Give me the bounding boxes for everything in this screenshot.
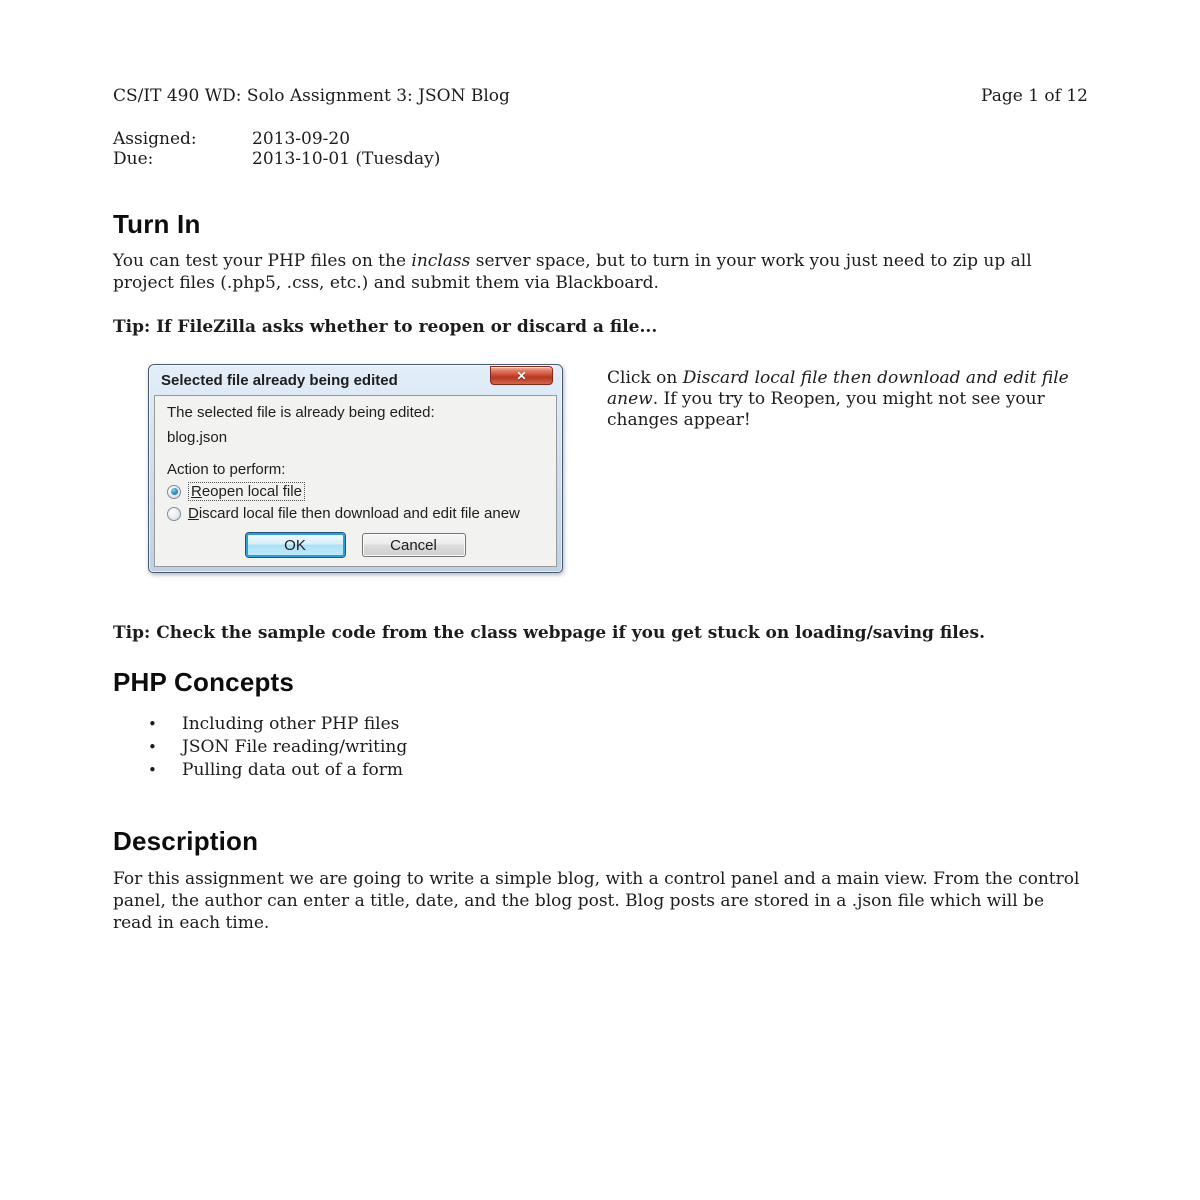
dialog-title: Selected file already being edited [161,371,398,389]
close-icon: ✕ [516,368,527,383]
radio-selected-dot [171,488,178,495]
callout-text-start: Click on [607,368,683,388]
dialog-titlebar [149,365,562,395]
filezilla-dialog-screenshot [148,364,563,573]
cancel-button: Cancel [362,533,466,557]
figure-row [148,364,1088,573]
document-title: CS/IT 490 WD: Solo Assignment 3: JSON Blog [113,86,510,106]
page-number: Page 1 of 12 [981,86,1088,106]
list-item-text: JSON File reading/writing [182,737,408,757]
reopen-accel-letter: R [191,483,202,500]
description-heading: Description [113,826,259,856]
list-item [148,759,1088,782]
page-header [113,86,1088,106]
tip-sample-code: Tip: Check the sample code from the class webpage if you get stuck on loading/saving files. [113,623,985,643]
assigned-label: Assigned: [113,129,197,149]
bullet-icon: • [148,715,157,733]
assigned-date: 2013-09-20 [252,129,351,149]
php-concepts-list [113,713,1088,782]
discard-label-rest: iscard local file then download and edit file anew [198,505,520,522]
php-concepts-heading: PHP Concepts [113,667,295,697]
due-date: 2013-10-01 (Tuesday) [252,149,441,169]
bullet-icon: • [148,738,157,756]
callout-text-end: . If you try to Reopen, you might not see your changes appear! [607,389,1045,430]
list-item-text: Including other PHP files [182,714,400,734]
turn-in-text-end: server space, but to turn in your work you just need to zip up all project files (.php5, .css, etc.) and submit them via Blackboard. [113,251,1032,293]
dialog-callout-text [607,368,1085,431]
list-item [148,713,1088,736]
description-paragraph: For this assignment we are going to write a simple blog, with a control panel and a main view. From the control panel, the author can enter a title, date, and the blog post. Blog posts are stored in a .json file which will be read in each time. [113,869,1080,933]
ok-button: OK [246,533,345,557]
dialog-message: The selected file is already being edited: [167,404,435,421]
radio-button-selected-icon [167,485,181,499]
due-label: Due: [113,149,154,169]
list-item [148,736,1088,759]
dialog-button-row [167,533,544,557]
action-to-perform-label: Action to perform: [167,461,286,478]
radio-option-reopen [167,482,544,501]
assigned-row [113,129,1088,149]
turn-in-text-start: You can test your PHP files on the [113,251,412,271]
turn-in-paragraph [113,250,1088,294]
reopen-radio-label [188,482,305,501]
dialog-body [154,395,557,567]
inclass-italic: inclass [411,251,471,271]
assignment-meta [113,129,1088,169]
close-button [490,366,553,385]
turn-in-heading: Turn In [113,209,201,239]
radio-button-unselected-icon [167,507,181,521]
discard-accel-letter: D [188,505,199,522]
bullet-icon: • [148,761,157,779]
tip-filezilla: Tip: If FileZilla asks whether to reopen or discard a file... [113,317,658,337]
due-row [113,149,1088,169]
callout-italic: Discard local file then download and edit file anew [607,368,1069,409]
discard-radio-label [188,505,520,522]
radio-option-discard [167,504,544,523]
reopen-label-rest: eopen local file [201,483,302,500]
list-item-text: Pulling data out of a form [182,760,403,780]
dialog-filename: blog.json [167,429,228,446]
